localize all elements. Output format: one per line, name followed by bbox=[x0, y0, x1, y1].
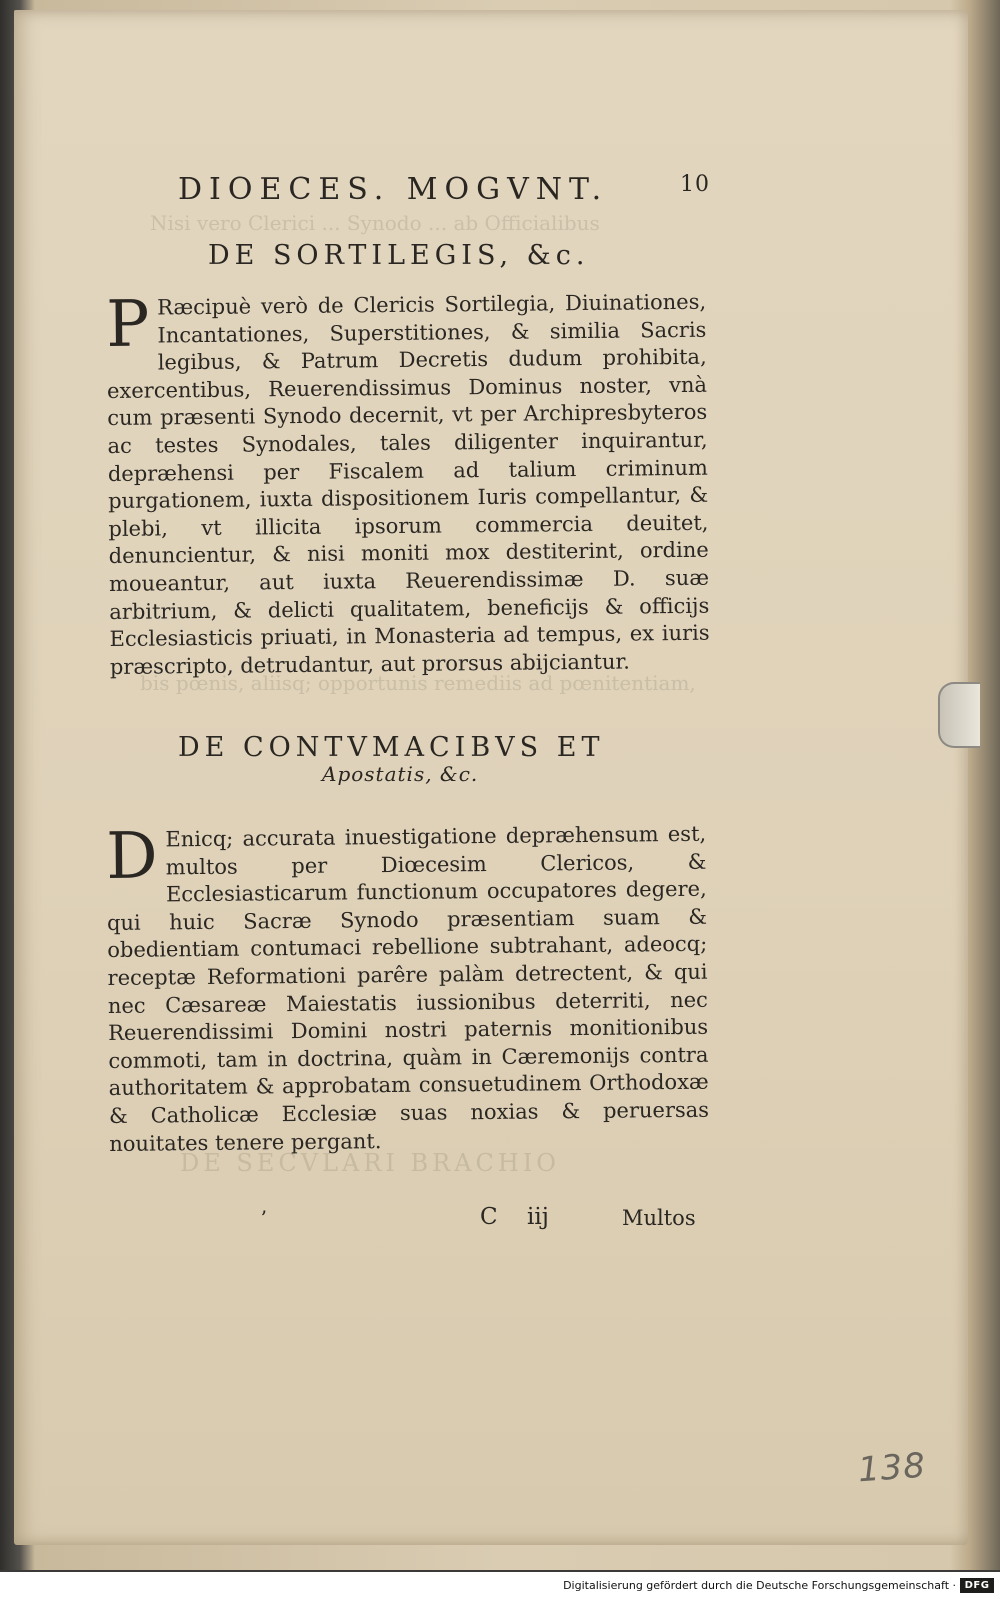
paragraph-sortilegis bbox=[106, 289, 710, 682]
drop-cap-p: P bbox=[105, 287, 150, 362]
drop-cap-d: D bbox=[105, 819, 159, 894]
show-through-heading: DE SECVLARI BRACHIO bbox=[180, 1149, 560, 1177]
footer-credit: Digitalisierung gefördert durch die Deutsche Forschungsgemeinschaft · bbox=[563, 1579, 956, 1592]
section-heading-contumacibus: DE CONTVMACIBVS ET bbox=[178, 732, 605, 763]
page-tab-marker bbox=[938, 682, 980, 748]
folio-number: 10 bbox=[680, 172, 710, 197]
ink-mark: ʼ bbox=[260, 1206, 267, 1230]
paragraph-contumacibus-text: Enicq; accurata inuestigatione depræhensum est, multos per Diœcesim Clericos, & Ecclesiasticarum functionum occupatores degere, qui huic Sacræ Synodo præsentiam suam & obedientiam contumaci rebellione subtrahant, adeocq; receptæ Reformationi parêre palàm detrectent, & qui nec Cæsareæ Maiestatis iussionibus deterriti, nec Reuerendissimi Domini nostri paternis monitionibus commoti, tam in doctrina, quàm in Cæremonijs contra authoritatem & approbatam consuetudinem Orthodoxæ & Catholicæ Ecclesiæ suas noxias & peruersas nouitates tenere pergant. bbox=[106, 821, 710, 1156]
show-through-text-middle: bis pœnis, aliisq; opportunis remediis ad pœnitentiam, bbox=[140, 671, 696, 695]
dfg-logo: DFG bbox=[960, 1578, 994, 1593]
section-subheading-apostatis: Apostatis, &c. bbox=[322, 762, 479, 786]
paragraph-contumacibus bbox=[106, 821, 709, 1158]
signature-number: iij bbox=[527, 1204, 549, 1230]
show-through-text-top: Nisi vero Clerici ... Synodo ... ab Officialibus bbox=[150, 211, 600, 235]
running-head: DIOECES. MOGVNT. bbox=[178, 172, 609, 207]
pencil-page-number: 138 bbox=[856, 1445, 928, 1491]
section-heading-sortilegis: DE SORTILEGIS, &c. bbox=[208, 240, 590, 271]
catchword: Multos bbox=[622, 1206, 696, 1230]
paragraph-sortilegis-text: Ræcipuè verò de Clericis Sortilegia, Diuinationes, Incantationes, Superstitiones, & similia Sacris legibus, & Patrum Decretis dudum prohibita, exercentibus, Reuerendissimus Dominus noster, vnà cum præsenti Synodo decernit, vt per Archipresbyteros ac testes Synodales, tales diligenter inquirantur, depræhensi per Fiscalem ad talium criminum purgationem, iuxta dispositionem Iuris compellantur, & plebi, vt illicita ipsorum commercia deuitet, denuncientur, & nisi moniti mox destiterint, ordine moueantur, aut iuxta Reuerendissimæ D. suæ arbitrium, & delicti qualitatem, beneficijs & officijs Ecclesiasticis priuati, in Monasteria ad tempus, ex iuris præscripto, detrudantur, aut prorsus abijciantur. bbox=[106, 289, 710, 679]
footer-bar bbox=[0, 1572, 1000, 1599]
signature-mark: C bbox=[480, 1204, 498, 1230]
